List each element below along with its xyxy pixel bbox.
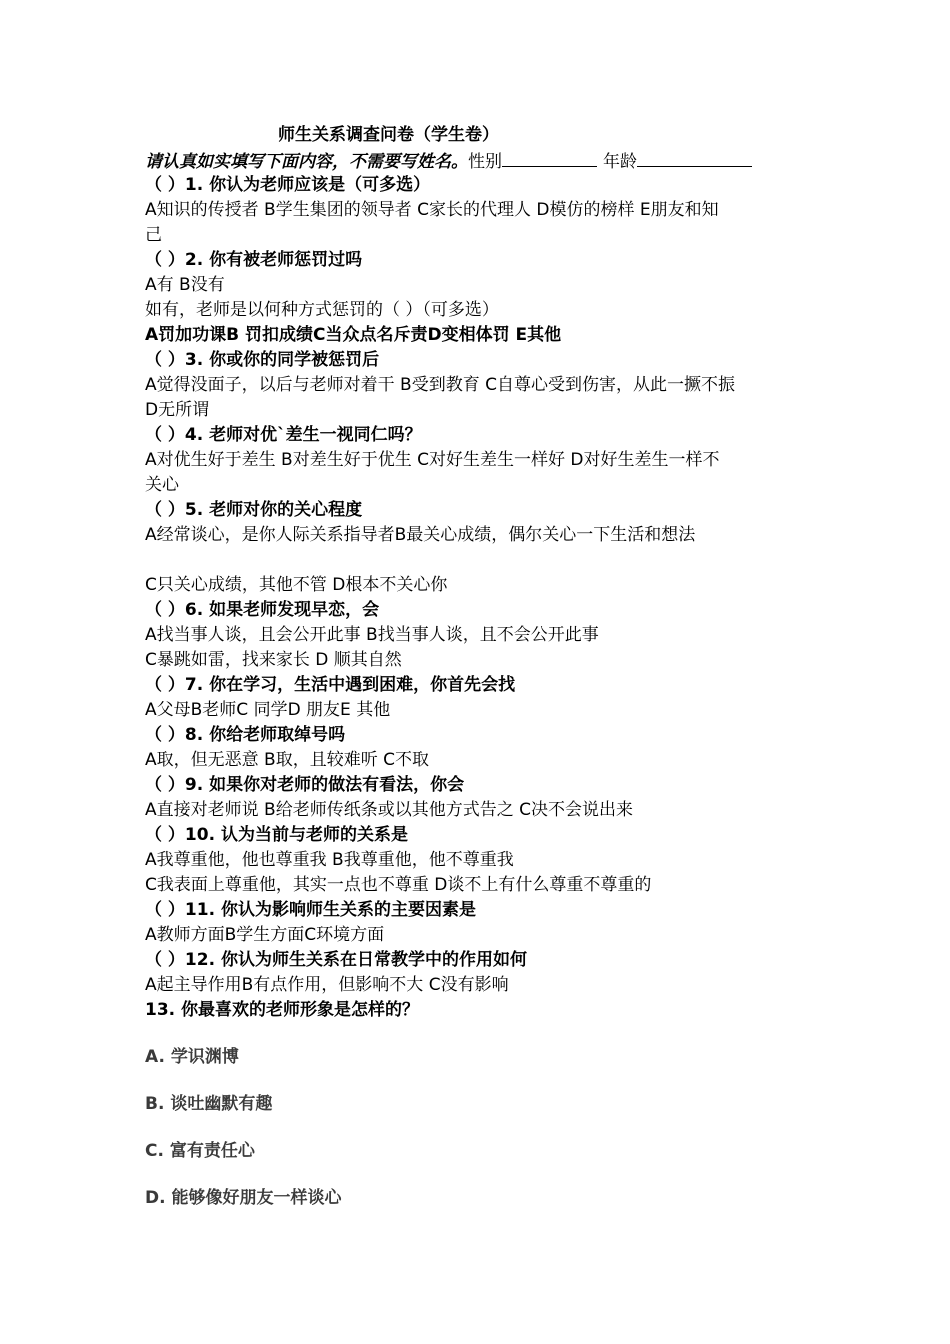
q1-options: A知识的传授者 B学生集团的领导者 C家长的代理人 D模仿的榜样 E朋友和知 — [145, 200, 719, 220]
q4-options: A对优生好于差生 B对差生好于优生 C对好生差生一样好 D对好生差生一样不 — [145, 450, 720, 470]
q4-options-cont: 关心 — [145, 475, 179, 495]
q13-option-b: B. 谈吐幽默有趣 — [145, 1094, 273, 1114]
q8-options: A取，但无恶意 B取，且较难听 C不取 — [145, 750, 429, 770]
age-blank[interactable] — [637, 148, 752, 167]
question-2: （ ）2. 你有被老师惩罚过吗 — [145, 250, 363, 270]
question-6: （ ）6. 如果老师发现早恋，会 — [145, 600, 380, 620]
q13-option-c: C. 富有责任心 — [145, 1141, 255, 1161]
question-5: （ ）5. 老师对你的关心程度 — [145, 500, 363, 520]
gender-label: 性别 — [468, 152, 502, 172]
question-8: （ ）8. 你给老师取绰号吗 — [145, 725, 346, 745]
question-10: （ ）10. 认为当前与老师的关系是 — [145, 825, 408, 845]
q12-options: A起主导作用B有点作用，但影响不大 C没有影响 — [145, 975, 509, 995]
question-9: （ ）9. 如果你对老师的做法有看法，你会 — [145, 775, 465, 795]
question-3: （ ）3. 你或你的同学被惩罚后 — [145, 350, 380, 370]
q13-option-d: D. 能够像好朋友一样谈心 — [145, 1188, 342, 1208]
q13-option-a: A. 学识渊博 — [145, 1047, 239, 1067]
page-title: 师生关系调查问卷（学生卷） — [278, 125, 499, 145]
gender-blank[interactable] — [502, 148, 597, 167]
instruction-text: 请认真如实填写下面内容，不需要写姓名。 — [145, 152, 468, 172]
q10-options: A我尊重他，他也尊重我 B我尊重他，他不尊重我 — [145, 850, 514, 870]
q9-options: A直接对老师说 B给老师传纸条或以其他方式告之 C决不会说出来 — [145, 800, 633, 820]
q7-options: A父母B老师C 同学D 朋友E 其他 — [145, 700, 391, 720]
q2-options: A有 B没有 — [145, 275, 225, 295]
question-12: （ ）12. 你认为师生关系在日常教学中的作用如何 — [145, 950, 527, 970]
q1-options-cont: 己 — [145, 225, 162, 245]
question-11: （ ）11. 你认为影响师生关系的主要因素是 — [145, 900, 476, 920]
question-7: （ ）7. 你在学习，生活中遇到困难，你首先会找 — [145, 675, 516, 695]
question-13: 13. 你最喜欢的老师形象是怎样的？ — [145, 1000, 420, 1020]
q6-options-cont: C暴跳如雷，找来家长 D 顺其自然 — [145, 650, 402, 670]
q3-options-cont: D无所谓 — [145, 400, 210, 420]
q6-options: A找当事人谈，且会公开此事 B找当事人谈，且不会公开此事 — [145, 625, 599, 645]
q3-options: A觉得没面子，以后与老师对着干 B受到教育 C自尊心受到伤害，从此一撅不振 — [145, 375, 735, 395]
q11-options: A教师方面B学生方面C环境方面 — [145, 925, 385, 945]
intro-line — [145, 148, 752, 172]
question-4: （ ）4. 老师对优`差生一视同仁吗？ — [145, 425, 422, 445]
age-label: 年龄 — [603, 152, 637, 172]
q2-followup-options: A罚加功课B 罚扣成绩C当众点名斥责D变相体罚 E其他 — [145, 325, 562, 345]
q2-followup: 如有，老师是以何种方式惩罚的（ ）（可多选） — [145, 300, 499, 320]
q5-options-cont: C只关心成绩，其他不管 D根本不关心你 — [145, 575, 448, 595]
q10-options-cont: C我表面上尊重他，其实一点也不尊重 D谈不上有什么尊重不尊重的 — [145, 875, 652, 895]
q5-options: A经常谈心，是你人际关系指导者B最关心成绩，偶尔关心一下生活和想法 — [145, 525, 696, 545]
question-1: （ ）1. 你认为老师应该是（可多选） — [145, 175, 431, 195]
